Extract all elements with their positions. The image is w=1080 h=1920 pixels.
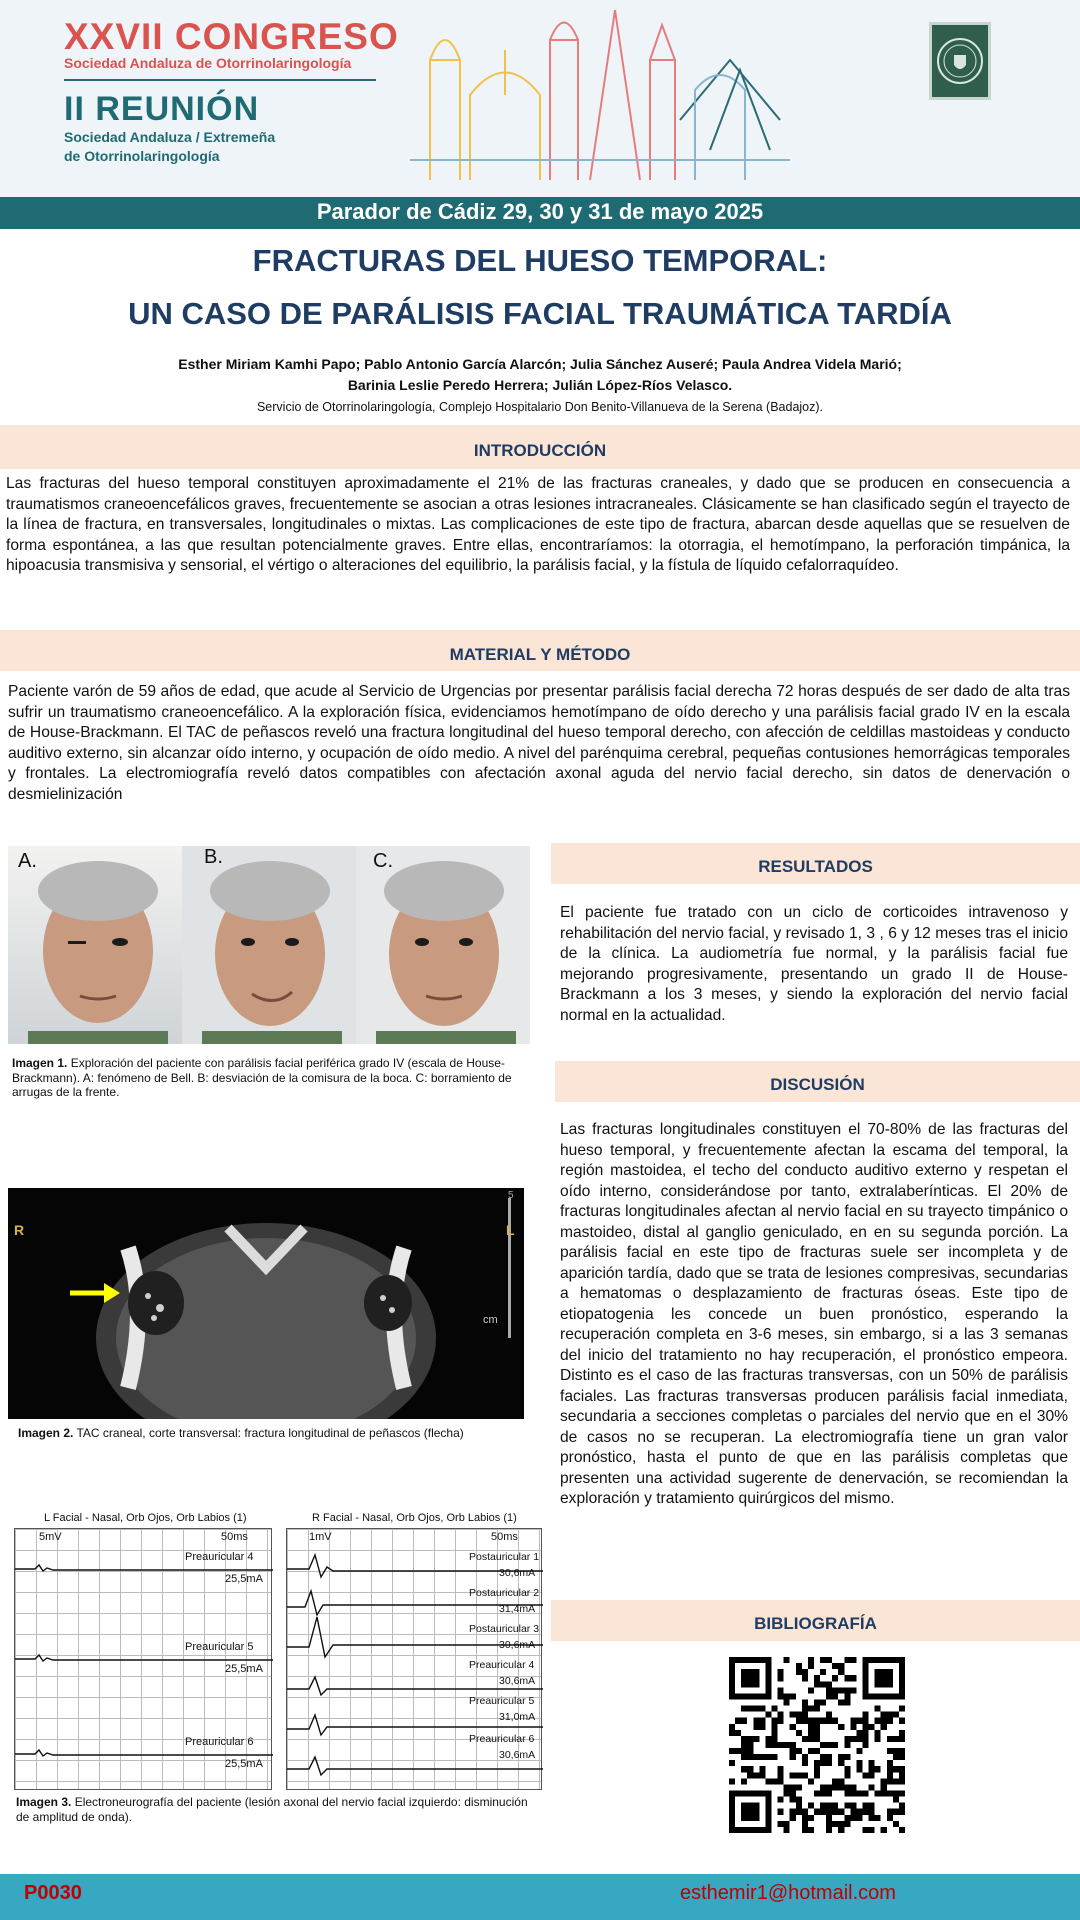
image2-ct-scan [8,1188,524,1419]
qr-code-icon [729,1657,905,1833]
image3-right-grid [286,1528,542,1790]
section-title-discusion: DISCUSIÓN [770,1075,865,1094]
emg-left-traces [15,1529,273,1791]
image3-left-grid [14,1528,272,1790]
discusion-text: Las fracturas longitudinales constituyen el 70-80% de las fracturas del hueso temporal, y frecuentemente afectan la escama del temporal, la región mastoidea, el techo del conducto auditivo externo y respetan el oído interno, considerándose por tanto, extralaberínticas. El 20% de fracturas longitudinales afectan al nervio facial en su trayecto timpánico o mastoideo, distal al ganglio geniculado, en en su segunda porción. La parálisis facial en este tipo de fracturas suele ser incompleta y de aparición tardía, dado que se trata de lesiones compresivas, secundarias a hematomas o desplazamiento de fracturas óseas. Este tipo de etiopatogenia les concede un buen pronóstico, esperando la recuperación completa en 3-6 meses, sin embargo, si a las 3 semanas del inicio del tratamiento no hay recuperación, el pronóstico empeora. Distinto es el caso de las fracturas transversas, con un 50% de parálisis faciales. Las fracturas transversas producen parálisis facial inmediata, secundaria a secciones completas o parciales del nervio que en el 30% de casos no se recuperan. La electromiografía tiene un gran valor pronóstico, hasta el punto de que en las parálisis completas que presenten una actividad sugerente de denervación, se recomiendan la exploración y tratamiento quirúrgicos del mismo. [560,1121,1068,1507]
patient-faces-placeholder [8,846,530,1044]
image1-caption-text: Exploración del paciente con parálisis facial periférica grado IV (escala de House-Brackmann). A: fenómeno de Bell. B: desviación de la comisura de la boca. C: borramiento de arrugas de la frente. [12,1056,512,1099]
image3-caption [16,1795,528,1824]
trace-amplitude: 31,4mA [499,1603,536,1615]
image3-left-scale-t: 50ms [221,1531,248,1543]
image1-label-b: B. [204,846,223,868]
poster-title-line-2: UN CASO DE PARÁLISIS FACIAL TRAUMÁTICA TARDÍA [128,296,952,331]
section-title-material: MATERIAL Y MÉTODO [449,645,631,664]
image3-right-title: R Facial - Nasal, Orb Ojos, Orb Labios (1) [312,1512,517,1524]
image3-caption-text: Electroneurografía del paciente (lesión axonal del nervio facial izquierdo: disminución de amplitud de onda). [16,1795,528,1824]
affiliation: Servicio de Otorrinolaringología, Complejo Hospitalario Don Benito-Villanueva de la Serena (Badajoz). [256,400,824,414]
image3-caption-label: Imagen 3. [16,1795,72,1809]
trace-amplitude: 30,6mA [499,1639,536,1651]
venue-text: Parador de Cádiz 29, 30 y 31 de mayo 2025 [316,199,764,224]
image2-caption-text: TAC craneal, corte transversal: fractura longitudinal de peñascos (flecha) [73,1426,464,1440]
image1-patient-photos [8,846,530,1044]
trace-label: Preauricular 4 [469,1659,535,1671]
image3-right-panel [286,1510,542,1790]
image3-right-scale-v: 1mV [309,1531,332,1543]
header-divider [64,79,376,81]
trace-label: Postauricular 1 [469,1551,540,1563]
trace-amplitude: 30,6mA [499,1567,536,1579]
section-title-bibliografia: BIBLIOGRAFÍA [754,1614,877,1633]
poster-code: P0030 [24,1882,82,1904]
trace-label: Preauricular 5 [185,1641,254,1653]
cathedral-skyline-illustration [410,0,790,197]
section-title-introduccion: INTRODUCCIÓN [473,441,607,460]
trace-amplitude: 30,6mA [499,1675,536,1687]
resultados-text: El paciente fue tratado con un ciclo de corticoides intravenoso y rehabilitación del nervio facial, y revisado 1, 3 , 6 y 12 meses tras el inicio de la clínica. La audiometría fue normal, y la parálisis facial fue mejorando progresivamente, presentando un grado II de House-Brackmann a los 3 meses, y siendo la exploración del nervio facial normal en la actualidad. [560,904,1068,1024]
trace-amplitude: 31,0mA [499,1711,536,1723]
trace-amplitude: 30,6mA [499,1749,536,1761]
image1-caption-label: Imagen 1. [12,1056,68,1070]
image3-left-panel [14,1510,272,1790]
image2-scale-unit: cm [483,1314,498,1326]
poster-footer [0,1874,1080,1920]
image1-caption [12,1056,527,1100]
poster-header [0,0,1080,197]
trace-label: Preauricular 4 [185,1551,254,1563]
trace-amplitude: 25,5mA [225,1663,263,1675]
image2-caption [18,1426,514,1441]
material-text: Paciente varón de 59 años de edad, que acude al Servicio de Urgencias por presentar parálisis facial derecha 72 horas después de ser dado de alta tras sufrir un traumatismo craneoencefálico. A la exploración física, evidenciamos hemotímpano de oído derecho y una parálisis facial grado IV en la escala de House-Brackmann. El TAC de peñascos reveló una fractura longitudinal del hueso temporal derecho, con afección de celdillas mastoideas y conducto auditivo externo, sin alcanzar oído interno, y ocupación de oído medio. A nivel del parénquima cerebral, pequeñas contusiones hemorrágicas temporales y frontales. La electromiografía reveló datos compatibles con afectación axonal aguda del nervio facial derecho, sin datos de denervación o desmielinización [8,683,1070,803]
introduccion-text: Las fracturas del hueso temporal constituyen aproximadamente el 21% de las fracturas craneales, y dado que se producen en consecuencia a traumatismos craneoencefálicos graves, frecuentemente se asocian a otras lesiones intracraneales. Clásicamente se han clasificado según el trayecto de la línea de fractura, en transversales, longitudinales o mixtas. Las complicaciones de este tipo de fractura, abarcan desde aquellas que se resuelven de forma espontánea, a las que resultan potencialmente graves. Entre ellas, encontraríamos: la otorragia, el hemotímpano, la perforación timpánica, la hipoacusia transmisiva y sensorial, el vértigo o alteraciones del equilibrio, la parálisis facial, y la fístula de líquido cefalorraquídeo. [6,475,1070,574]
image1-label-c: C. [373,850,393,872]
reunion-subtitle: de Otorrinolaringología [64,148,220,164]
image2-side-left: L [506,1222,515,1238]
trace-label: Postauricular 3 [469,1623,540,1635]
image2-scale-number: 5 [508,1190,514,1201]
image2-side-right: R [14,1222,25,1238]
trace-amplitude: 25,5mA [225,1758,263,1770]
authors-line-2: Barinia Leslie Peredo Herrera; Julián López-Ríos Velasco. [347,377,733,393]
trace-label: Preauricular 6 [185,1736,254,1748]
trace-amplitude: 25,5mA [225,1573,263,1585]
society-seal-logo [929,22,991,100]
seal-emblem-icon [932,25,988,97]
poster-title-line-1: FRACTURAS DEL HUESO TEMPORAL: [252,243,828,278]
ct-scan-placeholder [8,1188,524,1419]
trace-label: Preauricular 5 [469,1695,535,1707]
authors-line-1: Esther Miriam Kamhi Papo; Pablo Antonio García Alarcón; Julia Sánchez Auseré; Paula Andrea Videla Marió; [178,356,902,372]
image1-label-a: A. [18,850,37,872]
image3-left-title: L Facial - Nasal, Orb Ojos, Orb Labios (1) [44,1512,247,1524]
contact-email[interactable]: esthemir1@hotmail.com [680,1882,896,1904]
congress-subtitle: Sociedad Andaluza de Otorrinolaringología [64,55,352,71]
congress-title: XXVII CONGRESO [64,16,399,57]
image3-right-scale-t: 50ms [491,1531,518,1543]
reunion-title: II REUNIÓN [64,90,260,128]
bibliography-qr-code[interactable] [729,1657,905,1833]
trace-label: Postauricular 2 [469,1587,540,1599]
section-title-resultados: RESULTADOS [758,857,873,876]
trace-label: Preauricular 6 [469,1733,535,1745]
image2-caption-label: Imagen 2. [18,1426,74,1440]
reunion-subtitle: Sociedad Andaluza / Extremeña [64,129,276,145]
image3-left-scale-v: 5mV [39,1531,62,1543]
